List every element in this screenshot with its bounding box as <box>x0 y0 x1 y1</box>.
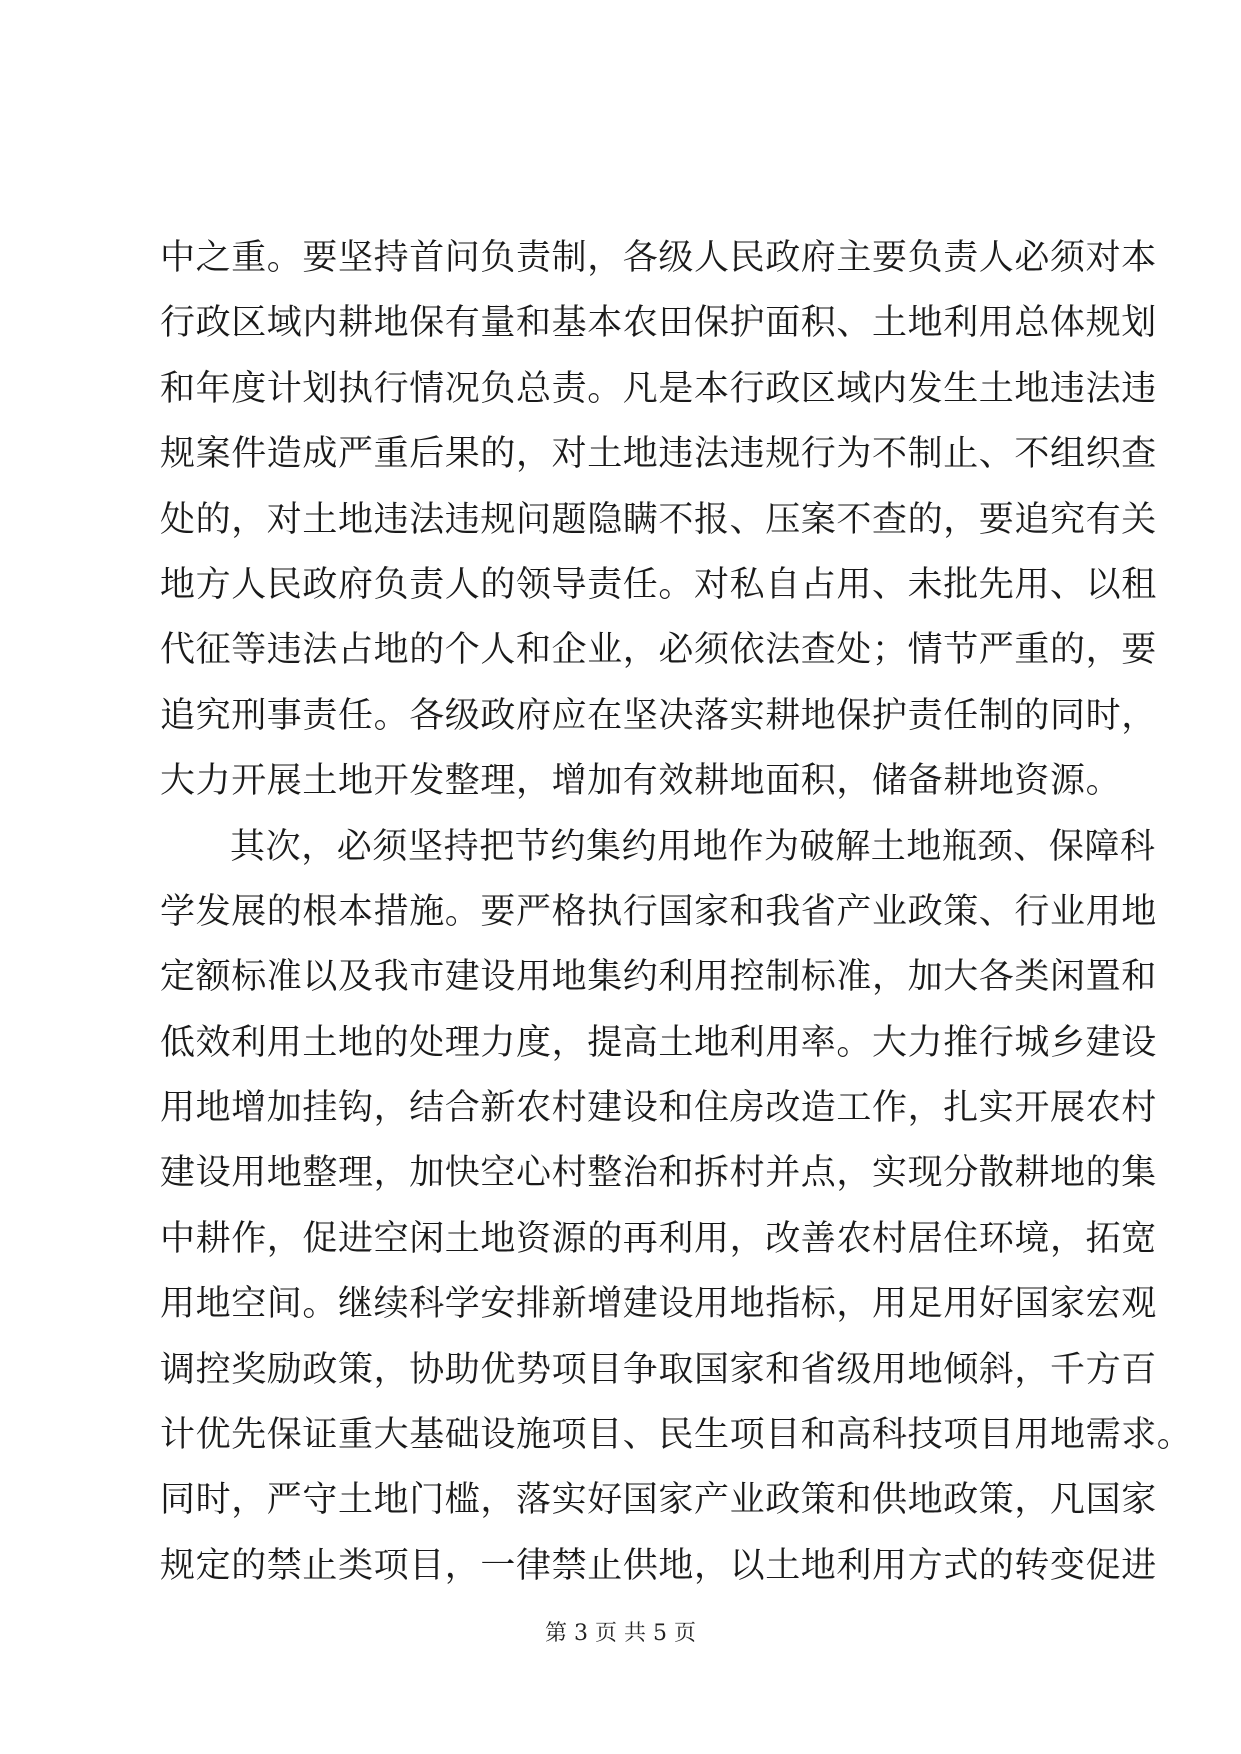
text-line-paragraph-start: 其次，必须坚持把节约集约用地作为破解土地瓶颈、保障科 <box>230 826 1156 867</box>
text-line: 行政区域内耕地保有量和基本农田保护面积、土地利用总体规划 <box>160 303 1157 344</box>
text-line: 用地增加挂钩，结合新农村建设和住房改造工作，扎实开展农村 <box>160 1088 1157 1129</box>
text-line: 用地空间。继续科学安排新增建设用地指标，用足用好国家宏观 <box>160 1284 1157 1325</box>
text-line: 和年度计划执行情况负总责。凡是本行政区域内发生土地违法违 <box>160 368 1157 409</box>
text-line: 规定的禁止类项目，一律禁止供地，以土地利用方式的转变促进 <box>160 1545 1157 1586</box>
text-line: 中耕作，促进空闲土地资源的再利用，改善农村居住环境，拓宽 <box>160 1218 1157 1259</box>
text-line: 建设用地整理，加快空心村整治和拆村并点，实现分散耕地的集 <box>160 1153 1157 1194</box>
document-body <box>160 226 1193 1599</box>
text-line: 学发展的根本措施。要严格执行国家和我省产业政策、行业用地 <box>160 891 1157 932</box>
text-line: 调控奖励政策，协助优势项目争取国家和省级用地倾斜，千方百 <box>160 1349 1157 1390</box>
text-line: 规案件造成严重后果的，对土地违法违规行为不制止、不组织查 <box>160 434 1157 475</box>
text-line-paragraph-end: 大力开展土地开发整理，增加有效耕地面积，储备耕地资源。 <box>160 761 1122 802</box>
text-line: 处的，对土地违法违规问题隐瞒不报、压案不查的，要追究有关 <box>160 499 1157 540</box>
text-line: 定额标准以及我市建设用地集约利用控制标准，加大各类闲置和 <box>160 957 1157 998</box>
text-line: 中之重。要坚持首问负责制，各级人民政府主要负责人必须对本 <box>160 238 1157 278</box>
text-line: 计优先保证重大基础设施项目、民生项目和高科技项目用地需求。 <box>160 1415 1193 1456</box>
text-line: 同时，严守土地门槛，落实好国家产业政策和供地政策，凡国家 <box>160 1480 1157 1521</box>
text-line: 低效利用土地的处理力度，提高土地利用率。大力推行城乡建设 <box>160 1022 1157 1063</box>
text-line: 追究刑事责任。各级政府应在坚决落实耕地保护责任制的同时， <box>160 695 1157 736</box>
text-line: 地方人民政府负责人的领导责任。对私自占用、未批先用、以租 <box>160 564 1157 605</box>
text-line: 代征等违法占地的个人和企业，必须依法查处；情节严重的，要 <box>160 630 1157 671</box>
page-number-footer: 第 3 页 共 5 页 <box>545 1621 696 1646</box>
